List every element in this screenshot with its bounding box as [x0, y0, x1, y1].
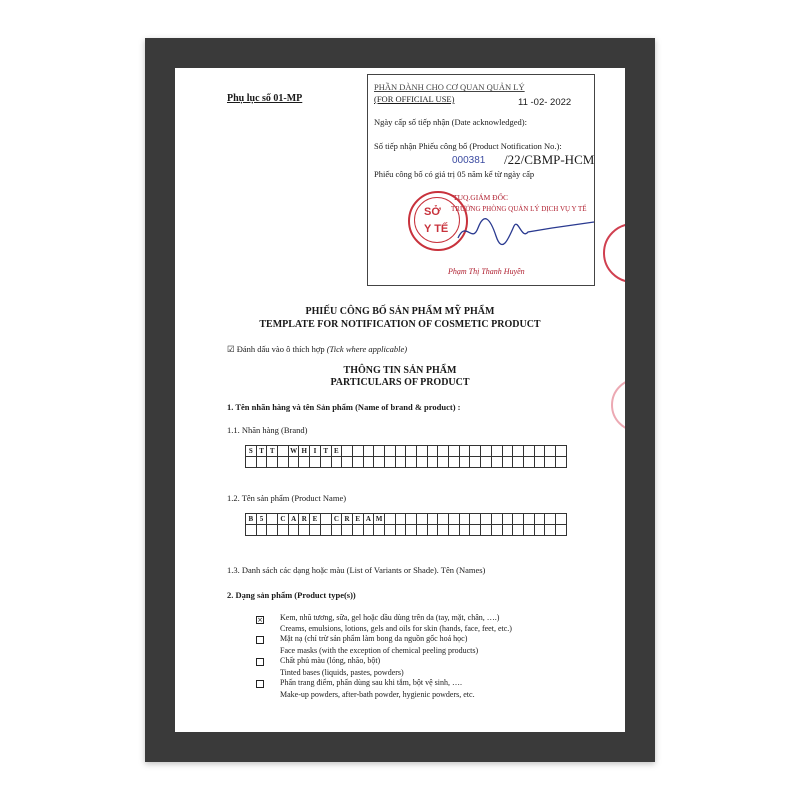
signer-title: TUQ.GIÁM ĐỐC: [453, 193, 508, 202]
brand-cell: [299, 457, 310, 468]
product-type-checkbox-3[interactable]: [256, 658, 264, 666]
brand-cell: [256, 457, 267, 468]
product-name-cell: [310, 525, 321, 536]
brand-cell: H: [299, 446, 310, 457]
brand-cell: [513, 457, 524, 468]
brand-cell: S: [246, 446, 257, 457]
product-name-cell: [267, 525, 278, 536]
brand-cell: [481, 457, 492, 468]
brand-cell: [438, 446, 449, 457]
brand-cell: [267, 457, 278, 468]
brand-cell: [342, 446, 353, 457]
product-name-cell: [459, 514, 470, 525]
product-type-2-vi: Mặt nạ (chỉ trừ sản phẩm làm bong da nguồn gốc hoá học): [280, 634, 468, 643]
brand-cell: T: [256, 446, 267, 457]
brand-cell: T: [320, 446, 331, 457]
particulars-title-en: PARTICULARS OF PRODUCT: [330, 377, 470, 388]
brand-cell: [523, 446, 534, 457]
brand-cell: [502, 457, 513, 468]
product-name-cell: [288, 525, 299, 536]
product-name-cell: [459, 525, 470, 536]
product-name-label: 1.2. Tên sản phẩm (Product Name): [227, 493, 347, 503]
brand-cell: [459, 457, 470, 468]
brand-cell: [331, 457, 342, 468]
official-use-box: [367, 74, 595, 286]
product-name-cell: [320, 525, 331, 536]
stamp-text-line2: Y TẾ: [424, 223, 449, 235]
brand-cell: I: [310, 446, 321, 457]
receipt-number: 000381: [452, 155, 486, 166]
date-acknowledged-line: Ngày cấp số tiếp nhận (Date acknowledged):: [374, 117, 527, 127]
product-name-cell: [427, 514, 438, 525]
product-name-cell: [555, 514, 566, 525]
product-type-checkbox-2[interactable]: [256, 636, 264, 644]
product-name-cell: [246, 525, 257, 536]
brand-cell: [534, 446, 545, 457]
product-type-checkbox-1[interactable]: ×: [257, 616, 263, 624]
product-type-3-en: Tinted bases (liquids, pastes, powders): [280, 668, 404, 677]
tick-instruction-en: (Tick where applicable): [326, 344, 408, 354]
brand-grid: [245, 445, 567, 468]
brand-cell: [555, 457, 566, 468]
product-name-cell: [523, 525, 534, 536]
signer-name: Phạm Thị Thanh Huyền: [448, 267, 525, 276]
brand-cell: [384, 446, 395, 457]
variants-label: 1.3. Danh sách các dạng hoặc màu (List of Variants or Shade). Tên (Names): [227, 565, 486, 575]
product-name-cell: [406, 525, 417, 536]
product-name-cell: [384, 514, 395, 525]
product-type-1-en: Creams, emulsions, lotions, gels and oils for skin (hands, face, feet, etc.): [280, 624, 512, 633]
brand-cell: [246, 457, 257, 468]
product-name-cell: [502, 514, 513, 525]
brand-cell: [545, 446, 556, 457]
product-name-cell: [481, 514, 492, 525]
brand-cell: [320, 457, 331, 468]
section-2-heading: 2. Dạng sản phẩm (Product type(s)): [227, 590, 356, 600]
product-name-cell: C: [331, 514, 342, 525]
product-type-checkbox-4[interactable]: [256, 680, 264, 688]
product-name-grid: [245, 513, 567, 536]
brand-cell: [363, 446, 374, 457]
brand-cell: [502, 446, 513, 457]
brand-cell: [534, 457, 545, 468]
brand-cell: [545, 457, 556, 468]
product-name-cell: [481, 525, 492, 536]
brand-cell: [470, 457, 481, 468]
document-page: [175, 68, 625, 732]
brand-cell: [417, 446, 428, 457]
product-type-4-vi: Phấn trang điểm, phấn dùng sau khi tắm, bột vệ sinh, ….: [280, 678, 462, 687]
brand-cell: [384, 457, 395, 468]
product-name-cell: [502, 525, 513, 536]
brand-cell: [352, 446, 363, 457]
brand-label: 1.1. Nhãn hàng (Brand): [227, 425, 308, 435]
product-name-cell: [267, 514, 278, 525]
brand-cell: [406, 446, 417, 457]
brand-cell: [288, 457, 299, 468]
form-title-en: TEMPLATE FOR NOTIFICATION OF COSMETIC PRODUCT: [259, 319, 541, 330]
product-name-cell: [534, 514, 545, 525]
product-name-cell: E: [352, 514, 363, 525]
tick-instruction-vi: ☑ Đánh dấu vào ô thích hợp: [227, 344, 325, 354]
product-name-cell: [278, 525, 289, 536]
brand-cell: [427, 446, 438, 457]
product-name-cell: 5: [256, 514, 267, 525]
brand-cell: [342, 457, 353, 468]
edge-stamp-icon: [603, 223, 625, 283]
validity-line: Phiếu công bố có giá trị 05 năm kể từ ngày cấp: [374, 169, 535, 179]
product-name-cell: [523, 514, 534, 525]
product-name-cell: E: [310, 514, 321, 525]
brand-cell: T: [267, 446, 278, 457]
section-1-heading: 1. Tên nhãn hàng và tên Sản phẩm (Name of brand & product) :: [227, 402, 461, 412]
brand-cell: [310, 457, 321, 468]
product-name-cell: [256, 525, 267, 536]
official-title-vi: PHẦN DÀNH CHO CƠ QUAN QUẢN LÝ: [374, 82, 525, 92]
product-type-2-en: Face masks (with the exception of chemical peeling products): [280, 646, 479, 655]
brand-cell: [417, 457, 428, 468]
product-name-cell: [299, 525, 310, 536]
product-name-cell: [491, 525, 502, 536]
product-name-cell: [438, 525, 449, 536]
date-stamp: 11 -02- 2022: [518, 97, 572, 108]
brand-cell: [491, 457, 502, 468]
product-name-cell: [352, 525, 363, 536]
product-name-cell: [395, 514, 406, 525]
brand-cell: [449, 446, 460, 457]
product-type-4-en: Make-up powders, after-bath powder, hygienic powders, etc.: [280, 690, 475, 699]
signer-org: TRƯỞNG PHÒNG QUẢN LÝ DỊCH VỤ Y TẾ: [451, 205, 587, 213]
product-name-cell: [417, 514, 428, 525]
product-name-cell: R: [342, 514, 353, 525]
product-name-cell: [491, 514, 502, 525]
brand-cell: [374, 457, 385, 468]
brand-cell: [459, 446, 470, 457]
product-name-cell: A: [288, 514, 299, 525]
brand-cell: W: [290, 447, 298, 455]
product-name-cell: [342, 525, 353, 536]
brand-cell: [395, 446, 406, 457]
product-name-cell: [406, 514, 417, 525]
product-name-cell: [513, 525, 524, 536]
brand-cell: [491, 446, 502, 457]
brand-cell: E: [331, 446, 342, 457]
particulars-title-vi: THÔNG TIN SẢN PHẨM: [343, 365, 457, 376]
brand-cell: [513, 446, 524, 457]
form-title-vi: PHIẾU CÔNG BỐ SẢN PHẨM MỸ PHẨM: [305, 306, 495, 317]
product-name-cell: [470, 514, 481, 525]
product-name-cell: [545, 514, 556, 525]
brand-cell: [352, 457, 363, 468]
product-type-1-vi: Kem, nhũ tương, sữa, gel hoặc dầu dùng trên da (tay, mặt, chân, ….): [280, 613, 500, 622]
product-name-cell: C: [278, 514, 289, 525]
product-name-cell: R: [299, 514, 310, 525]
receipt-code: /22/CBMP-HCM: [504, 152, 595, 167]
product-name-cell: [384, 525, 395, 536]
product-name-cell: B: [246, 514, 257, 525]
product-name-cell: [374, 525, 385, 536]
official-title-en: (FOR OFFICIAL USE): [374, 94, 455, 104]
appendix-label: Phụ lục số 01-MP: [227, 93, 303, 104]
product-name-cell: [320, 514, 331, 525]
product-name-cell: [417, 525, 428, 536]
product-name-cell: [427, 525, 438, 536]
product-name-cell: [395, 525, 406, 536]
stamp-text-line1: SỞ: [424, 206, 441, 218]
product-name-cell: [449, 525, 460, 536]
brand-cell: [363, 457, 374, 468]
brand-cell: [278, 457, 289, 468]
product-name-cell: [449, 514, 460, 525]
brand-cell: [555, 446, 566, 457]
brand-cell: [523, 457, 534, 468]
product-name-cell: [545, 525, 556, 536]
brand-cell: [470, 446, 481, 457]
product-name-cell: [363, 525, 374, 536]
product-name-cell: [331, 525, 342, 536]
brand-cell: [374, 446, 385, 457]
brand-cell: [449, 457, 460, 468]
tick-instruction: [227, 344, 407, 355]
receipt-number-line: Số tiếp nhận Phiếu công bố (Product Notification No.):: [374, 141, 562, 151]
brand-cell: [278, 446, 289, 457]
product-name-cell: M: [374, 514, 385, 525]
product-name-cell: [555, 525, 566, 536]
brand-cell: [395, 457, 406, 468]
product-name-cell: [470, 525, 481, 536]
signature-icon: [456, 210, 596, 250]
product-name-cell: A: [363, 514, 374, 525]
product-name-cell: [534, 525, 545, 536]
brand-cell: [481, 446, 492, 457]
brand-cell: [438, 457, 449, 468]
brand-cell: [427, 457, 438, 468]
brand-cell: [406, 457, 417, 468]
product-name-cell: [438, 514, 449, 525]
product-name-cell: [513, 514, 524, 525]
product-type-3-vi: Chất phủ màu (lỏng, nhão, bột): [280, 656, 381, 665]
